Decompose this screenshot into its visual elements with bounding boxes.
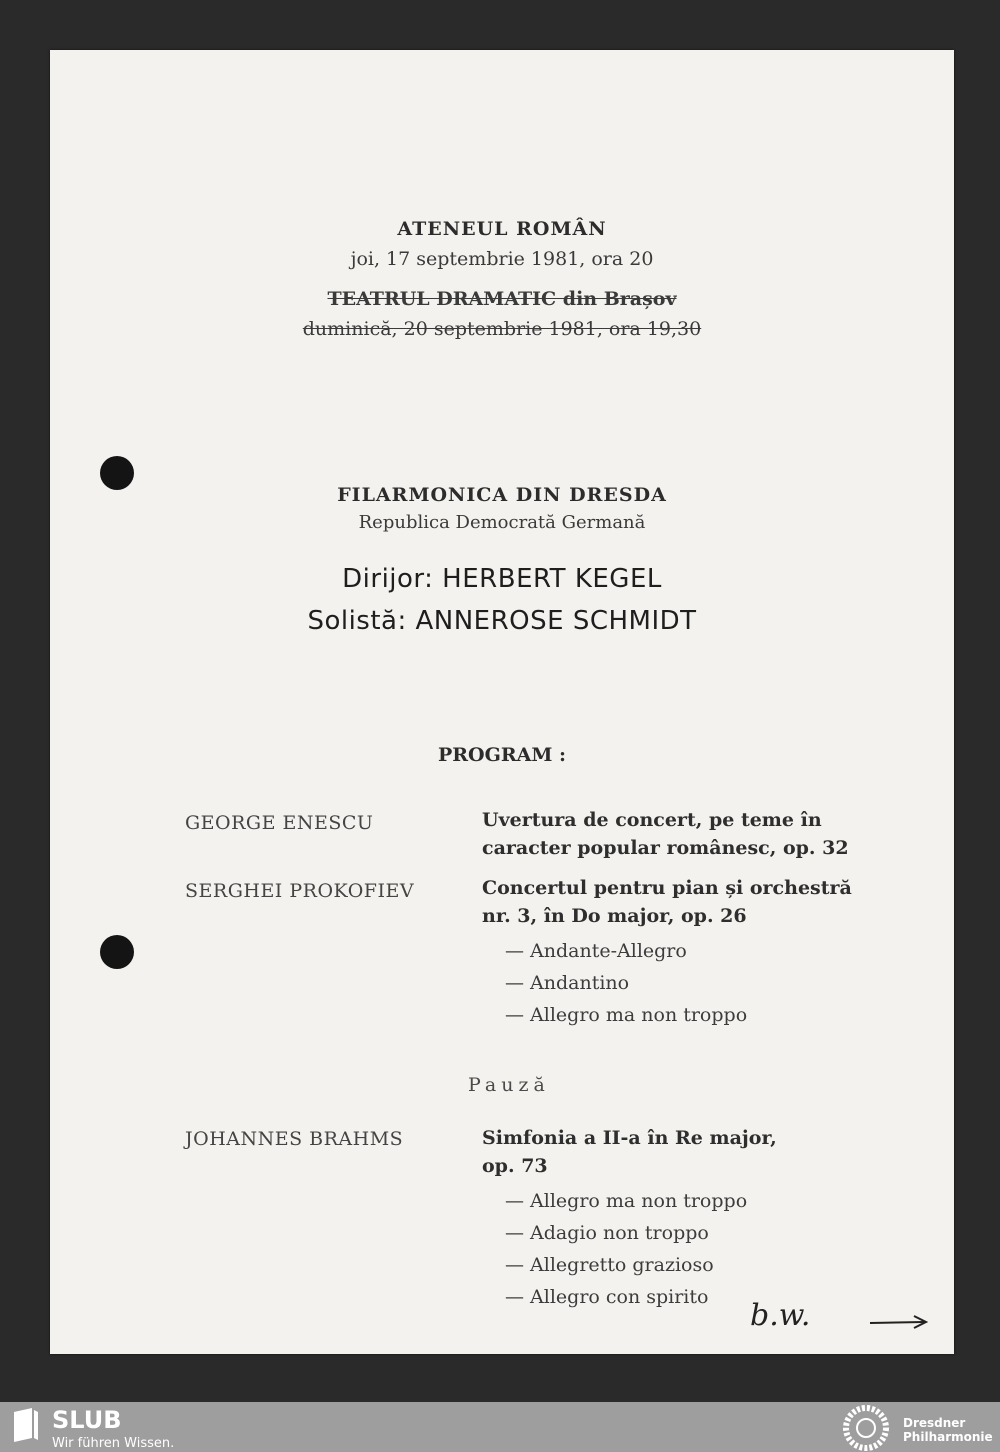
work-line: op. 73: [482, 1155, 548, 1177]
venue-title: ATENEUL ROMÂN: [397, 218, 607, 240]
program-heading: PROGRAM :: [437, 744, 567, 766]
struck-venue: TEATRUL DRAMATIC din Brașov: [327, 288, 677, 310]
slub-title: SLUB: [52, 1406, 122, 1434]
work-line: Simfonia a II-a în Re major,: [482, 1127, 777, 1149]
movement: — Allegro con spirito: [505, 1286, 709, 1308]
work-line: caracter popular românesc, op. 32: [482, 837, 849, 859]
partner-line: Philharmonie: [903, 1430, 993, 1444]
soloist-line: Solistă: ANNEROSE SCHMIDT: [307, 606, 697, 636]
movement: — Allegro ma non troppo: [505, 1004, 748, 1026]
work-line: nr. 3, în Do major, op. 26: [482, 905, 747, 927]
work-line: Concertul pentru pian și orchestră: [482, 877, 852, 899]
punch-hole-bottom: [100, 935, 134, 969]
composer-prokofiev: SERGHEI PROKOFIEV: [185, 880, 415, 902]
work-brahms: [482, 1124, 777, 1180]
work-line: Uvertura de concert, pe teme în: [482, 809, 822, 831]
partner-line: Dresdner: [903, 1416, 966, 1430]
movement: — Andantino: [505, 972, 630, 994]
struck-date: duminică, 20 septembrie 1981, ora 19,30: [302, 318, 702, 340]
pause-label: Pauză: [468, 1074, 550, 1096]
movement: — Adagio non troppo: [505, 1222, 709, 1244]
partner-name: [903, 1416, 993, 1444]
footer-bar: [0, 1402, 1000, 1452]
movement: — Allegretto grazioso: [505, 1254, 714, 1276]
work-enescu: [482, 806, 849, 862]
movement: — Andante-Allegro: [505, 940, 687, 962]
work-prokofiev: [482, 874, 852, 930]
document-page: [50, 50, 954, 1354]
composer-brahms: JOHANNES BRAHMS: [185, 1128, 404, 1150]
concert-date: joi, 17 septembrie 1981, ora 20: [350, 248, 654, 270]
handwritten-note: b.w.: [750, 1298, 811, 1333]
composer-enescu: GEORGE ENESCU: [185, 812, 374, 834]
conductor-line: Dirijor: HERBERT KEGEL: [342, 564, 662, 594]
slub-logo-icon: [12, 1408, 40, 1444]
handwritten-arrow-icon: [868, 1312, 930, 1332]
orchestra-country: Republica Democrată Germană: [358, 512, 646, 533]
slub-subtitle: Wir führen Wissen.: [52, 1436, 175, 1451]
orchestra-name: FILARMONICA DIN DRESDA: [337, 484, 667, 506]
movement: — Allegro ma non troppo: [505, 1190, 748, 1212]
philharmonie-logo-icon: [840, 1404, 892, 1452]
